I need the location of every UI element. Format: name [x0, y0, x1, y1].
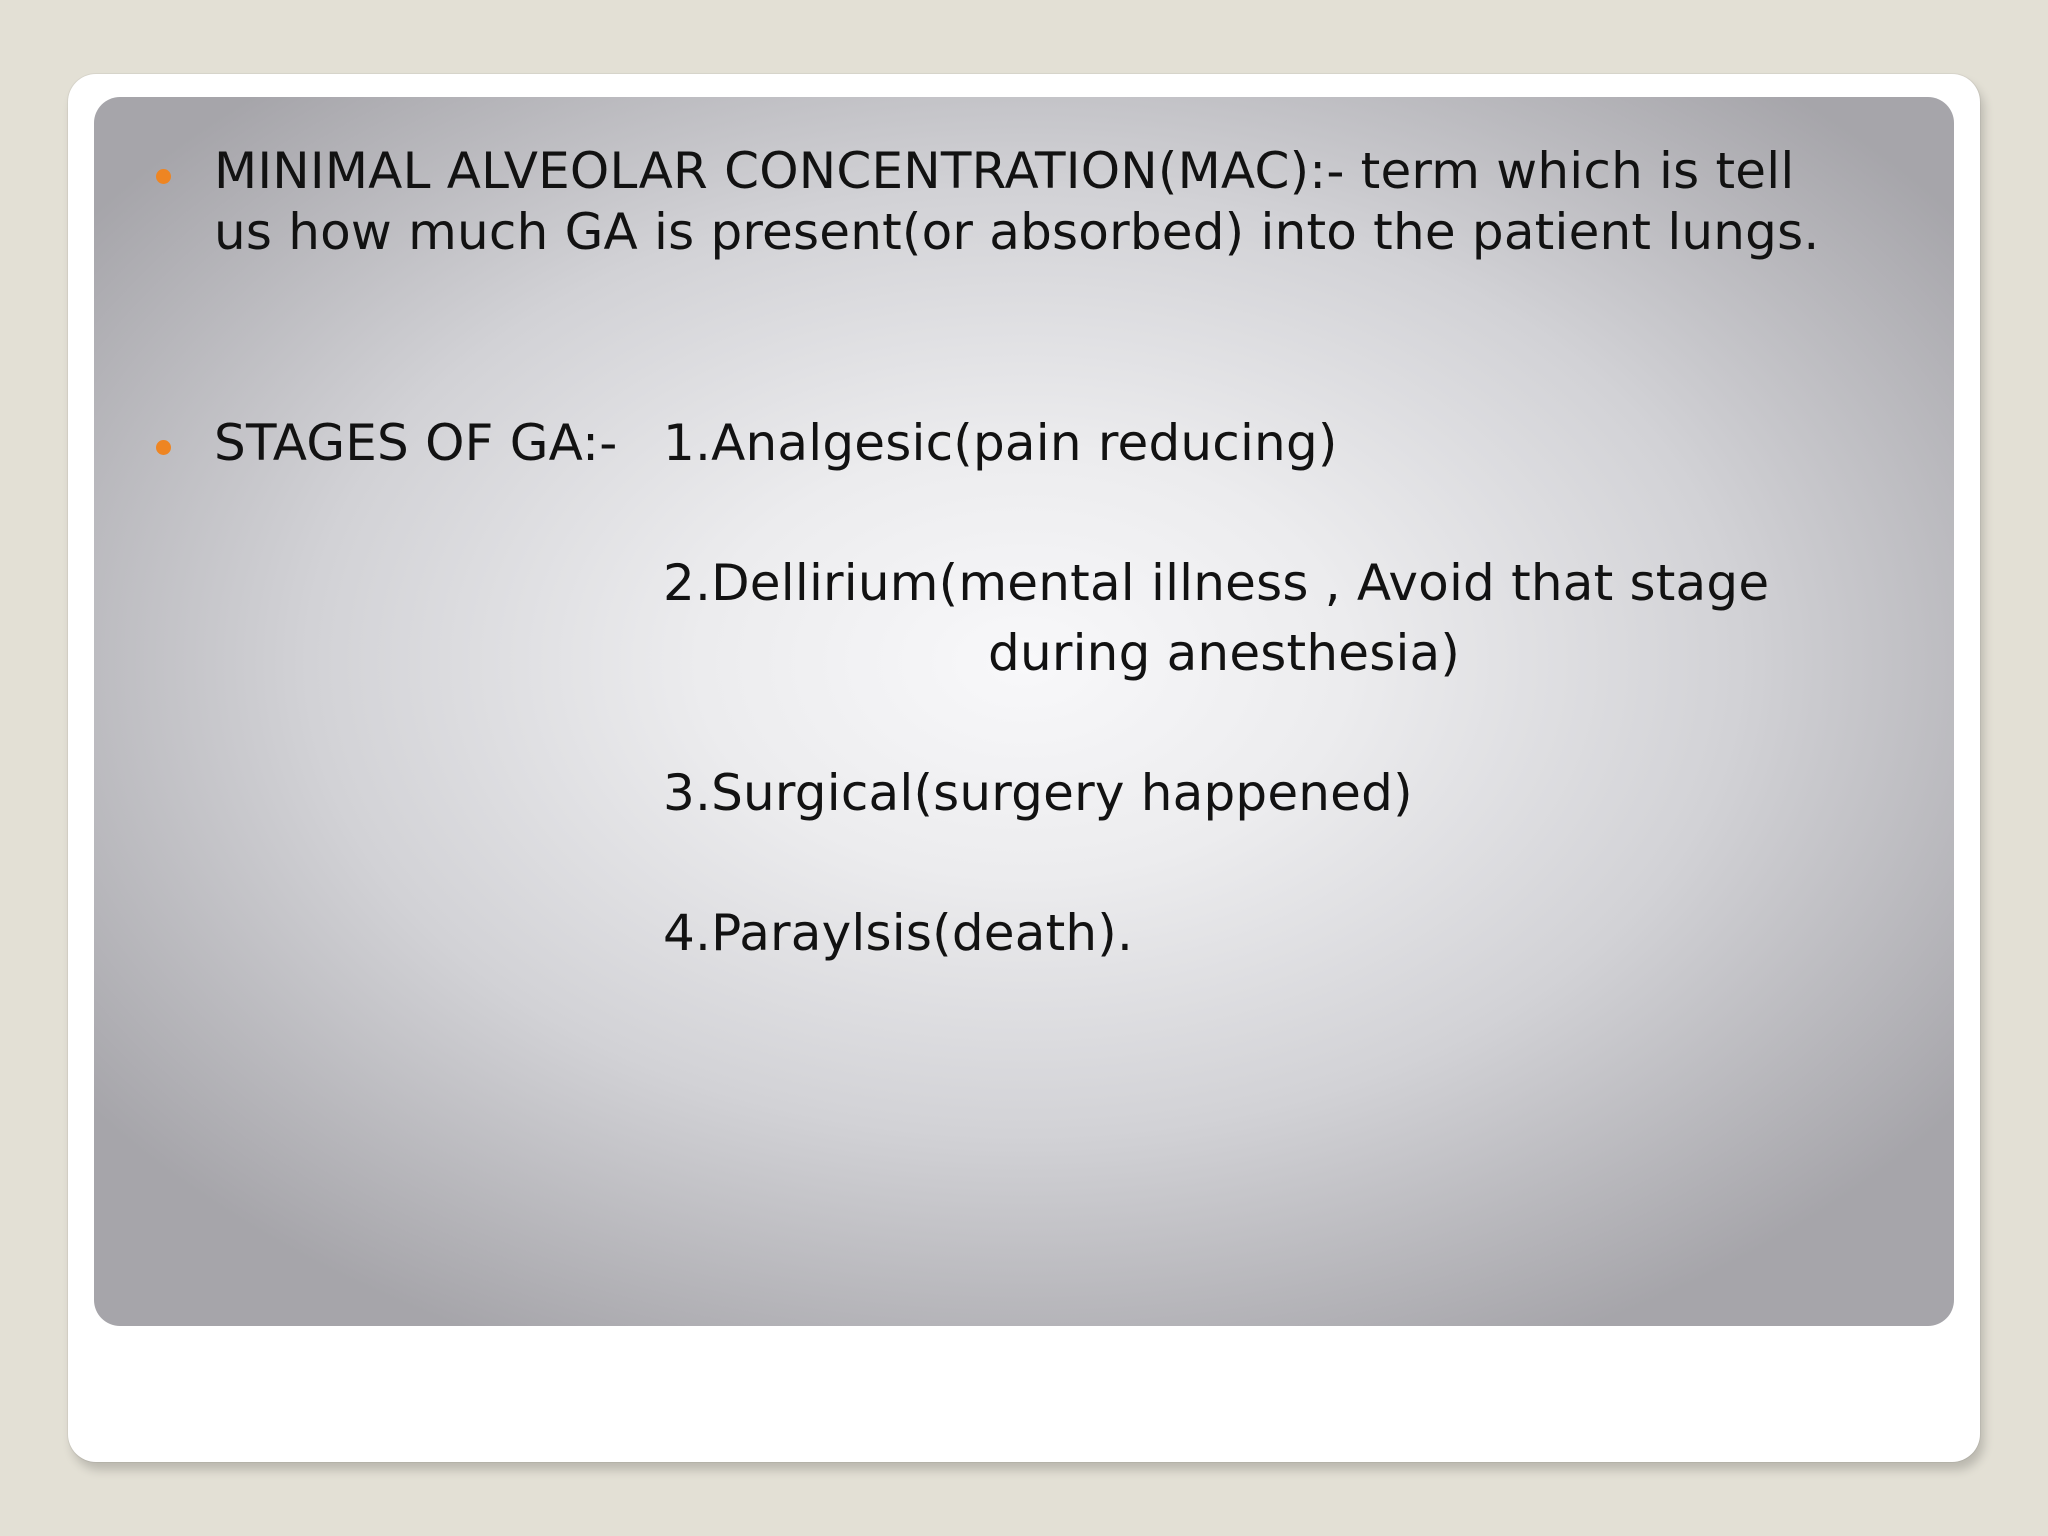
stage-1: 1.Analgesic(pain reducing): [663, 414, 1338, 472]
mac-definition-line-1: MINIMAL ALVEOLAR CONCENTRATION(MAC):- term which is tell: [214, 142, 1795, 200]
stage-3: 3.Surgical(surgery happened): [663, 764, 1413, 822]
stage-4: 4.Paraylsis(death).: [663, 904, 1134, 962]
content-panel: [94, 97, 1954, 1326]
bullet-icon: [156, 169, 171, 184]
bullet-icon: [156, 440, 171, 455]
mac-definition-line-2: us how much GA is present(or absorbed) into the patient lungs.: [214, 203, 1820, 261]
stages-heading: STAGES OF GA:-: [214, 414, 618, 472]
stage-2-continuation: during anesthesia): [988, 624, 1461, 682]
stage-2: 2.Dellirium(mental illness , Avoid that stage: [663, 554, 1770, 612]
